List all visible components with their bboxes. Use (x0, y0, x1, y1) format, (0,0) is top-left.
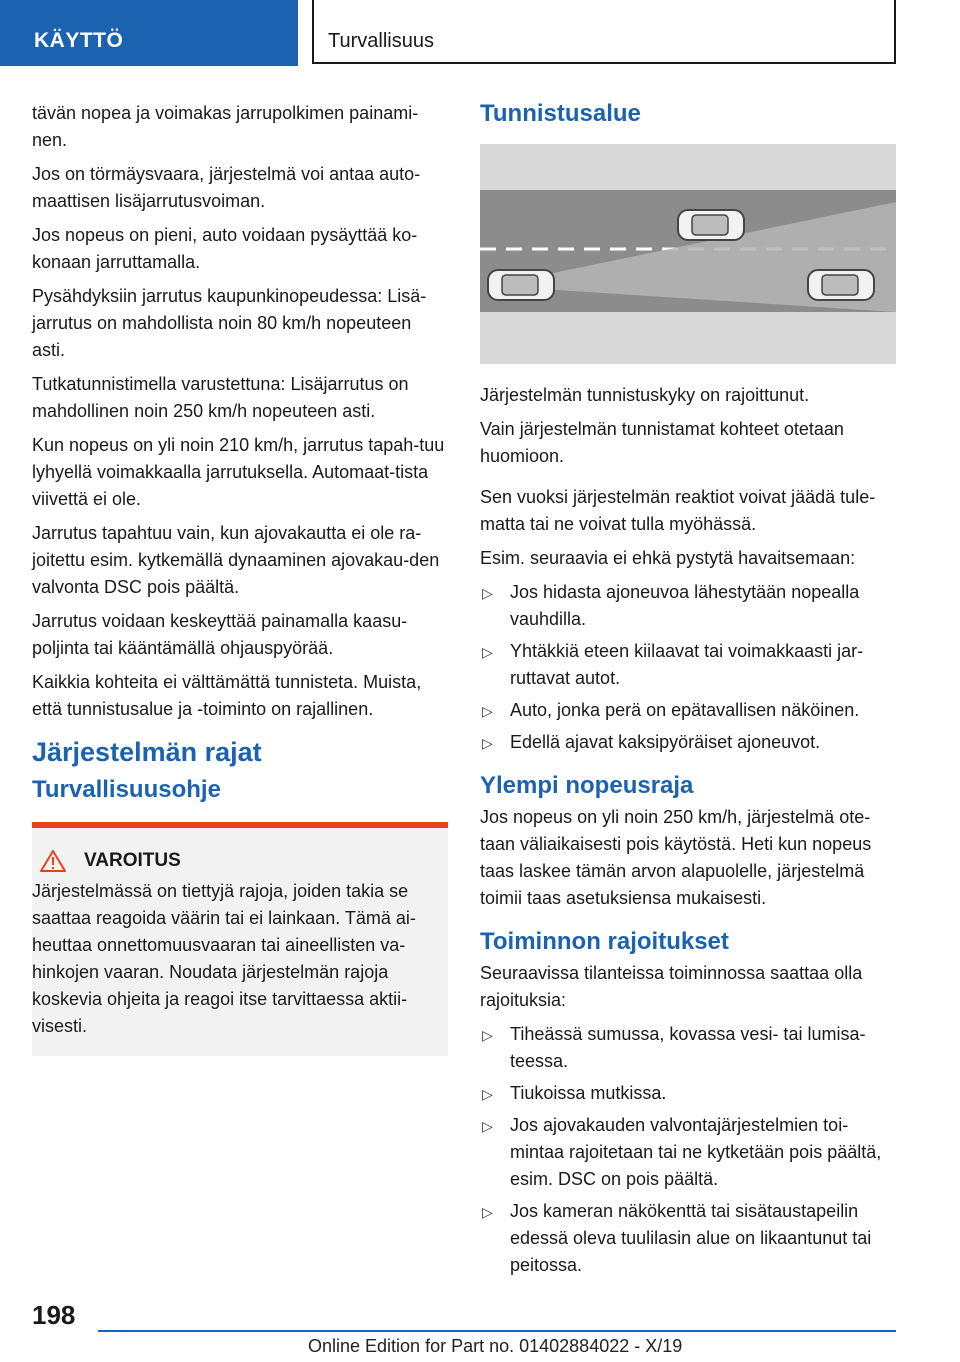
warning-triangle-icon (40, 850, 66, 872)
road-diagram (480, 144, 896, 364)
paragraph: Kun nopeus on yli noin 210 km/h, jarrutus tapah-tuu lyhyellä voimakkaalla jarrutuksella. Automaat-tista viivettä ei ole. (32, 435, 445, 509)
limitations-list (480, 1021, 896, 1279)
warning-box (32, 822, 448, 1056)
paragraph: Jos nopeus on pieni, auto voidaan pysäyttää ko-konaan jarruttamalla. (32, 225, 418, 272)
paragraph: Jarrutus voidaan keskeyttää painamalla kaasu-poljinta tai kääntämällä ohjauspyörää. (32, 611, 408, 658)
list-item-text: Jos kameran näkökenttä tai sisätaustapeilin edessä oleva tuulilasin alue on likaantunut tai peitossa. (510, 1201, 872, 1275)
bullet-triangle-icon: ▷ (482, 1118, 493, 1134)
list-item-text: Edellä ajavat kaksipyöräiset ajoneuvot. (510, 732, 821, 752)
list-item (480, 1021, 896, 1075)
paragraph: Seuraavissa tilanteissa toiminnossa saattaa olla rajoituksia: (480, 963, 863, 1010)
paragraph: Pysähdyksiin jarrutus kaupunkinopeudessa: Lisä-jarrutus on mahdollista noin 80 km/h nopeuteen asti. (32, 286, 427, 360)
paragraph: Sen vuoksi järjestelmän reaktiot voivat jäädä tule-matta tai ne voivat tulla myöhässä. (480, 487, 876, 534)
list-item (480, 1080, 896, 1107)
list-item (480, 579, 896, 633)
warning-text: Järjestelmässä on tiettyjä rajoja, joiden takia se saattaa reagoida väärin tai ei lainkaan. Tämä ai-heuttaa onnettomuusvaaran tai aineellisten va-hinkojen vaaran. Noudata järjestelmän rajoja koskevia ohjeita ja reagoi itse tarvittaessa aktii-visesti. (32, 881, 416, 1036)
page-number: 198 (32, 1300, 76, 1330)
bullet-triangle-icon: ▷ (482, 1027, 493, 1043)
heading-upper-speed-limit: Ylempi nopeusraja (480, 772, 694, 799)
bullet-triangle-icon: ▷ (482, 703, 493, 719)
footer-divider (98, 1330, 896, 1332)
footer-edition: Online Edition for Part no. 01402884022 - X/19 (308, 1336, 683, 1356)
paragraph: tävän nopea ja voimakas jarrupolkimen painami-nen. (32, 103, 419, 150)
list-item-text: Tiheässä sumussa, kovassa vesi- tai lumisa-teessa. (510, 1024, 866, 1071)
bullet-triangle-icon: ▷ (482, 1204, 493, 1220)
warning-title (32, 850, 434, 872)
list-item-text: Jos ajovakauden valvontajärjestelmien toi-mintaa rajoitetaan tai ne kytketään pois päältä, esim. DSC on pois päältä. (510, 1115, 882, 1189)
paragraph: Vain järjestelmän tunnistamat kohteet otetaan huomioon. (480, 419, 844, 466)
list-item-text: Tiukoissa mutkissa. (510, 1083, 667, 1103)
right-column (480, 100, 896, 1285)
bullet-triangle-icon: ▷ (482, 1086, 493, 1102)
list-item (480, 1112, 896, 1193)
list-item (480, 638, 896, 692)
bullet-triangle-icon: ▷ (482, 585, 493, 601)
paragraph: Esim. seuraavia ei ehkä pystytä havaitsemaan: (480, 548, 856, 568)
detection-range-illustration (480, 144, 896, 364)
bullet-triangle-icon: ▷ (482, 735, 493, 751)
heading-system-limits: Järjestelmän rajat (32, 737, 262, 767)
list-item (480, 1198, 896, 1279)
chapter-tab: KÄYTTÖ (0, 0, 298, 66)
paragraph: Jos on törmäysvaara, järjestelmä voi antaa auto-maattisen lisäjarrutusvoiman. (32, 164, 421, 211)
section-title: Turvallisuus (312, 0, 896, 64)
list-item-text: Jos hidasta ajoneuvoa lähestytään nopealla vauhdilla. (510, 582, 860, 629)
detection-list (480, 579, 896, 756)
heading-function-limitations: Toiminnon rajoitukset (480, 928, 729, 955)
paragraph: Kaikkia kohteita ei välttämättä tunnisteta. Muista, että tunnistusalue ja -toiminto on rajallinen. (32, 672, 422, 719)
paragraph: Jos nopeus on yli noin 250 km/h, järjestelmä ote-taan väliaikaisesti pois käytöstä. Heti kun nopeus taas laskee tämän arvon alapuolelle, järjestelmä toimii taas asetuksiensa mukaisesti. (480, 807, 872, 908)
warning-label: VAROITUS (84, 850, 181, 871)
list-item (480, 697, 896, 724)
bullet-triangle-icon: ▷ (482, 644, 493, 660)
own-car (488, 270, 554, 300)
left-column (32, 100, 448, 1056)
paragraph: Tutkatunnistimella varustettuna: Lisäjarrutus on mahdollinen noin 250 km/h nopeuteen asti. (32, 374, 409, 421)
car-ahead-same-lane (808, 270, 874, 300)
paragraph: Järjestelmän tunnistuskyky on rajoittunut. (480, 385, 810, 405)
car-ahead-left-lane (678, 210, 744, 240)
paragraph: Jarrutus tapahtuu vain, kun ajovakautta ei ole ra-joitettu esim. kytkemällä dynaaminen ajovakau-den valvonta DSC pois päältä. (32, 523, 440, 597)
heading-detection-range: Tunnistusalue (480, 100, 641, 127)
list-item-text: Yhtäkkiä eteen kiilaavat tai voimakkaasti jar-ruttavat autot. (510, 641, 864, 688)
heading-safety-note: Turvallisuusohje (32, 776, 221, 803)
list-item-text: Auto, jonka perä on epätavallisen näköinen. (510, 700, 860, 720)
list-item (480, 729, 896, 756)
